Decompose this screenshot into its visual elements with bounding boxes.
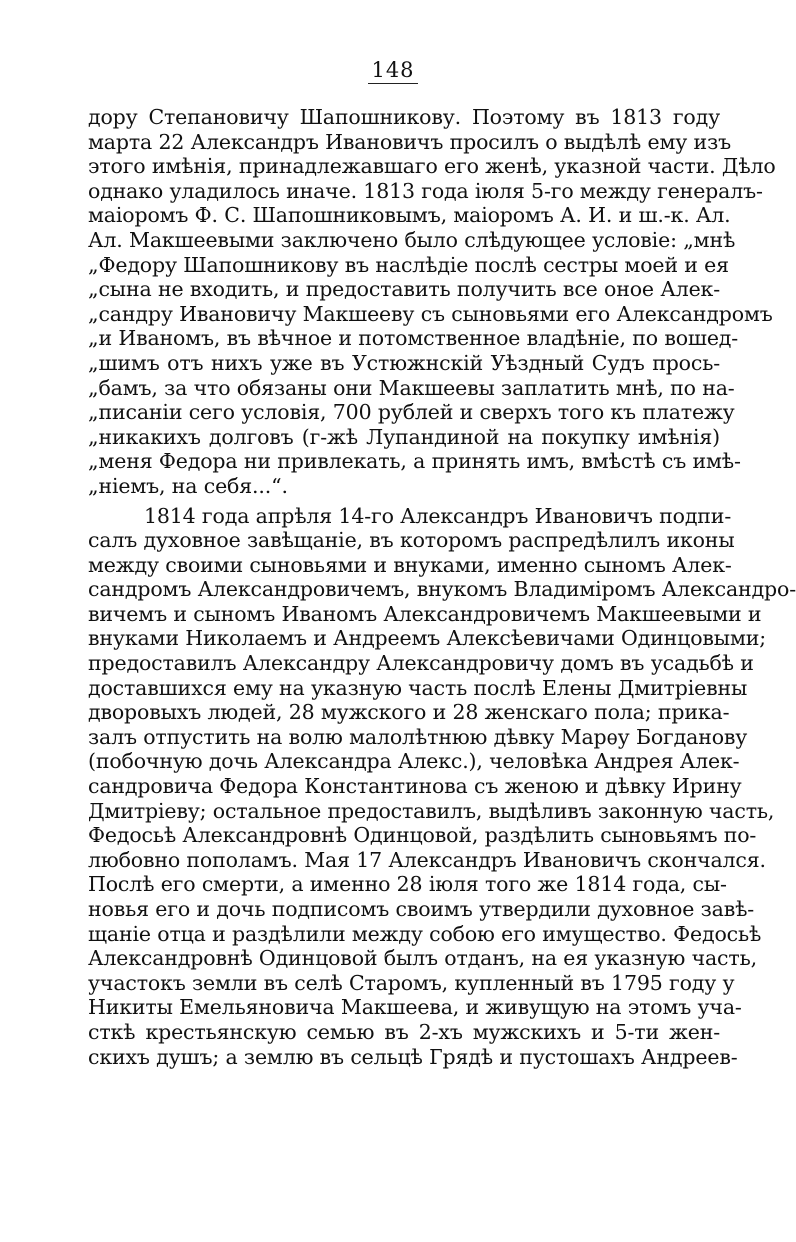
text-line: (побочную дочь Александра Алекс.), человѣка Андрея Алек- <box>88 749 740 774</box>
text-line: Никиты Емельяновича Макшеева, и живущую на этомъ уча- <box>88 995 742 1020</box>
text-line: новья его и дочь подписомъ своимъ утвердили духовное завѣ- <box>88 897 755 921</box>
paragraph <box>88 503 796 1070</box>
text-line: „и Иваномъ, въ вѣчное и потомственное владѣніе, по вошед- <box>88 326 739 351</box>
text-line: Ал. Макшеевыми заключено было слѣдующее условіе: „мнѣ <box>88 227 736 252</box>
page-number-text: 148 <box>368 58 417 84</box>
text-line: марта 22 Александръ Ивановичъ просилъ о выдѣлѣ ему изъ <box>88 129 731 154</box>
page-number <box>0 58 786 82</box>
text-line: дору Степановичу Шапошникову. Поэтому въ 1813 году <box>88 105 720 129</box>
text-line: сандровича Федора Константинова съ женою и дѣвку Ирину <box>88 774 742 799</box>
text-line: доставшихся ему на указную часть послѣ Елены Дмитріевны <box>88 675 748 700</box>
text-line: внуками Николаемъ и Андреемъ Алексѣевичами Одинцовыми; <box>88 626 767 651</box>
text-line: Федосьѣ Александровнѣ Одинцовой, раздѣлить сыновьямъ по- <box>88 823 757 848</box>
text-line: Послѣ его смерти, а именно 28 іюля того же 1814 года, сы- <box>88 872 727 897</box>
text-line: этого имѣнія, принадлежавшаго его женѣ, указной части. Дѣло <box>88 154 776 179</box>
text-line: участокъ земли въ селѣ Старомъ, купленный въ 1795 году у <box>88 970 735 995</box>
text-line: сандромъ Александровичемъ, внукомъ Владиміромъ Александро- <box>88 577 796 602</box>
text-line: „шимъ отъ нихъ уже въ Устюжнскій Уѣздный Судъ прось- <box>88 350 720 375</box>
text-line: щаніе отца и раздѣлили между собою его имущество. Федосьѣ <box>88 921 762 946</box>
text-line: „сандру Ивановичу Макшееву съ сыновьями его Александромъ <box>88 301 773 326</box>
text-line: маіоромъ Ф. С. Шапошниковымъ, маіоромъ А. И. и ш.-к. Ал. <box>88 203 731 228</box>
text-line: любовно пополамъ. Мая 17 Александръ Ивановичъ скончался. <box>88 847 766 872</box>
text-line: „ніемъ, на себя...“. <box>88 473 288 498</box>
text-line: „никакихъ долговъ (г-жѣ Лупандиной на покупку имѣнія) <box>88 424 720 449</box>
text-line: „сына не входить, и предоставить получить все оное Алек- <box>88 277 720 302</box>
text-line: Дмитріеву; остальное предоставилъ, выдѣливъ законную часть, <box>88 798 775 823</box>
text-line: Александровнѣ Одинцовой былъ отданъ, на ея указную часть, <box>88 946 757 971</box>
text-line: дворовыхъ людей, 28 мужского и 28 женскаго пола; прика- <box>88 700 730 725</box>
text-line: 1814 года апрѣля 14-го Александръ Ивановичъ подпи- <box>144 503 732 528</box>
text-line: „писаніи сего условія, 700 рублей и сверхъ того къ платежу <box>88 400 735 425</box>
text-line: „бамъ, за что обязаны они Макшеевы заплатить мнѣ, по на- <box>88 375 735 400</box>
text-line: салъ духовное завѣщаніе, въ которомъ распредѣлилъ иконы <box>88 528 735 553</box>
text-line: залъ отпустить на волю малолѣтнюю дѣвку Марѳу Богданову <box>88 724 748 749</box>
paragraph <box>88 105 776 499</box>
text-line: сткѣ крестьянскую семью въ 2-хъ мужскихъ и 5-ти жен- <box>88 1019 720 1044</box>
text-line: „меня Федора ни привлекать, а принять имъ, вмѣстѣ съ имѣ- <box>88 449 741 474</box>
body-text <box>88 105 796 1069</box>
text-line: однако уладилось иначе. 1813 года іюля 5-го между генералъ- <box>88 178 763 203</box>
text-line: между своими сыновьями и внуками, именно сыномъ Алек- <box>88 552 732 577</box>
text-line: вичемъ и сыномъ Иваномъ Александровичемъ Макшеевыми и <box>88 601 762 626</box>
text-line: „Федору Шапошникову въ наслѣдіе послѣ сестры моей и ея <box>88 252 729 277</box>
text-line: скихъ душъ; а землю въ сельцѣ Грядѣ и пустошахъ Андреев- <box>88 1044 738 1069</box>
text-line: предоставилъ Александру Александровичу домъ въ усадьбѣ и <box>88 651 754 676</box>
